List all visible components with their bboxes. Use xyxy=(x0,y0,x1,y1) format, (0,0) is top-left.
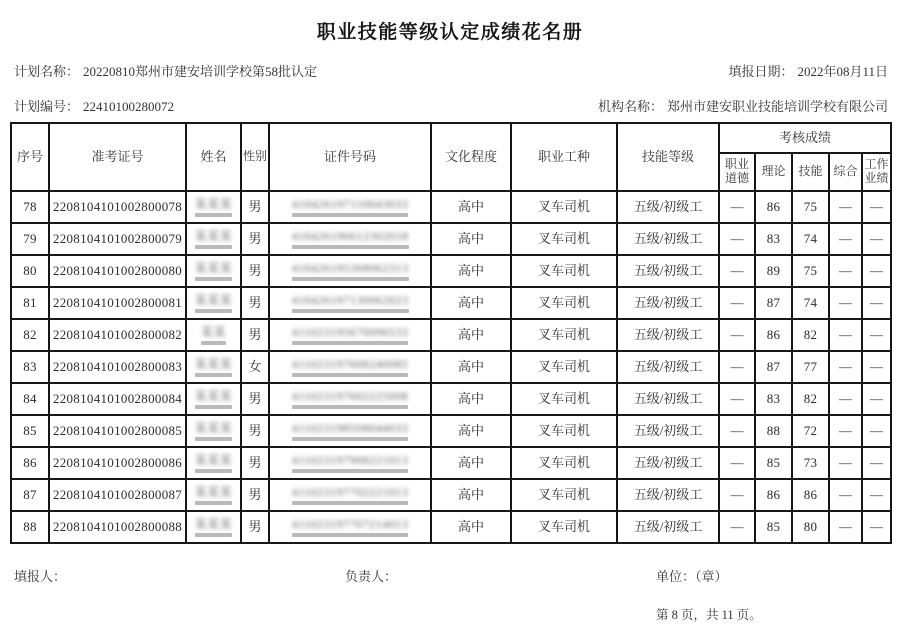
cell-education: 高中 xyxy=(431,351,511,383)
cell-comprehensive: — xyxy=(829,287,862,319)
cell-seq: 79 xyxy=(11,223,49,255)
roster-body xyxy=(11,191,891,543)
page-info: 第 8 页，共 11 页。 xyxy=(656,608,762,622)
cell-ethics: — xyxy=(719,351,755,383)
cell-skill: 74 xyxy=(792,223,829,255)
cell-skill-level: 五级/初级工 xyxy=(617,383,719,415)
col-header-score-comprehensive: 综合 xyxy=(829,153,862,191)
org-name-value: 郑州市建安职业技能培训学校有限公司 xyxy=(666,99,888,114)
cell-comprehensive: — xyxy=(829,191,862,223)
cell-skill-level: 五级/初级工 xyxy=(617,511,719,543)
header-row-top xyxy=(11,123,891,153)
cell-work: — xyxy=(862,319,891,351)
col-header-skill-level: 技能等级 xyxy=(617,123,719,191)
cell-exam-no: 2208104101002800087 xyxy=(49,479,186,511)
cell-education: 高中 xyxy=(431,447,511,479)
cell-gender: 男 xyxy=(241,479,269,511)
cell-comprehensive: — xyxy=(829,479,862,511)
table-row xyxy=(11,319,891,351)
cell-name xyxy=(186,415,241,447)
redacted-id-no: 411023197702221013 xyxy=(292,486,409,505)
cell-exam-no: 2208104101002800088 xyxy=(49,511,186,543)
cell-work: — xyxy=(862,191,891,223)
cell-comprehensive: — xyxy=(829,447,862,479)
col-header-score-work: 工作业绩 xyxy=(862,153,891,191)
cell-skill: 82 xyxy=(792,383,829,415)
cell-ethics: — xyxy=(719,191,755,223)
cell-comprehensive: — xyxy=(829,223,862,255)
cell-comprehensive: — xyxy=(829,319,862,351)
cell-seq: 88 xyxy=(11,511,49,543)
plan-no-line xyxy=(14,96,174,115)
table-row xyxy=(11,415,891,447)
table-row xyxy=(11,511,891,543)
org-name-line xyxy=(598,96,888,115)
cell-exam-no: 2208104101002800082 xyxy=(49,319,186,351)
plan-name-line xyxy=(14,61,317,80)
cell-seq: 78 xyxy=(11,191,49,223)
cell-gender: 男 xyxy=(241,511,269,543)
cell-gender: 男 xyxy=(241,447,269,479)
cell-gender: 男 xyxy=(241,223,269,255)
col-header-score-group: 考核成绩 xyxy=(719,123,891,153)
cell-education: 高中 xyxy=(431,287,511,319)
cell-ethics: — xyxy=(719,223,755,255)
redacted-name: 某某某 xyxy=(195,230,233,249)
cell-work: — xyxy=(862,383,891,415)
cell-skill: 77 xyxy=(792,351,829,383)
cell-gender: 男 xyxy=(241,191,269,223)
cell-comprehensive: — xyxy=(829,383,862,415)
cell-name xyxy=(186,255,241,287)
cell-skill-level: 五级/初级工 xyxy=(617,415,719,447)
redacted-name: 某某某 xyxy=(195,198,233,217)
cell-comprehensive: — xyxy=(829,255,862,287)
redacted-id-no: 411023198508044033 xyxy=(292,422,409,441)
cell-seq: 86 xyxy=(11,447,49,479)
cell-work: — xyxy=(862,351,891,383)
cell-occupation: 叉车司机 xyxy=(511,255,617,287)
cell-work: — xyxy=(862,255,891,287)
col-header-seq: 序号 xyxy=(11,123,49,191)
cell-ethics: — xyxy=(719,447,755,479)
cell-comprehensive: — xyxy=(829,351,862,383)
cell-skill-level: 五级/初级工 xyxy=(617,447,719,479)
table-row xyxy=(11,223,891,255)
cell-skill-level: 五级/初级工 xyxy=(617,255,719,287)
cell-name xyxy=(186,511,241,543)
cell-theory: 85 xyxy=(755,511,792,543)
cell-seq: 84 xyxy=(11,383,49,415)
cell-gender: 男 xyxy=(241,287,269,319)
redacted-name: 某某某 xyxy=(195,422,233,441)
cell-id-no xyxy=(269,447,431,479)
cell-id-no xyxy=(269,511,431,543)
cell-comprehensive: — xyxy=(829,511,862,543)
redacted-id-no: 411023197608240085 xyxy=(292,358,409,377)
cell-name xyxy=(186,191,241,223)
manager-label: 负责人： xyxy=(345,569,398,584)
cell-theory: 83 xyxy=(755,223,792,255)
cell-id-no xyxy=(269,415,431,447)
col-header-education: 文化程度 xyxy=(431,123,511,191)
cell-id-no xyxy=(269,255,431,287)
cell-seq: 87 xyxy=(11,479,49,511)
cell-theory: 85 xyxy=(755,447,792,479)
cell-name xyxy=(186,319,241,351)
cell-occupation: 叉车司机 xyxy=(511,447,617,479)
cell-exam-no: 2208104101002800085 xyxy=(49,415,186,447)
cell-education: 高中 xyxy=(431,191,511,223)
cell-ethics: — xyxy=(719,255,755,287)
cell-skill: 75 xyxy=(792,255,829,287)
filler-label: 填报人： xyxy=(14,569,67,584)
cell-ethics: — xyxy=(719,383,755,415)
cell-skill: 82 xyxy=(792,319,829,351)
cell-occupation: 叉车司机 xyxy=(511,383,617,415)
cell-id-no xyxy=(269,479,431,511)
cell-occupation: 叉车司机 xyxy=(511,479,617,511)
cell-id-no xyxy=(269,319,431,351)
cell-occupation: 叉车司机 xyxy=(511,511,617,543)
report-date-line xyxy=(728,61,888,80)
cell-ethics: — xyxy=(719,479,755,511)
redacted-id-no: 411023197602225008 xyxy=(292,390,409,409)
cell-skill: 74 xyxy=(792,287,829,319)
cell-work: — xyxy=(862,415,891,447)
cell-name xyxy=(186,351,241,383)
cell-exam-no: 2208104101002800080 xyxy=(49,255,186,287)
cell-skill-level: 五级/初级工 xyxy=(617,479,719,511)
redacted-name: 某某某 xyxy=(195,486,233,505)
redacted-id-no: 411023197908221013 xyxy=(292,454,409,473)
table-row xyxy=(11,351,891,383)
cell-exam-no: 2208104101002800084 xyxy=(49,383,186,415)
redacted-name: 某某某 xyxy=(195,518,233,537)
cell-theory: 88 xyxy=(755,415,792,447)
col-header-score-ethics: 职业道德 xyxy=(719,153,755,191)
cell-occupation: 叉车司机 xyxy=(511,191,617,223)
cell-work: — xyxy=(862,223,891,255)
cell-education: 高中 xyxy=(431,319,511,351)
report-date-value: 2022年08月11日 xyxy=(797,64,888,79)
cell-skill: 80 xyxy=(792,511,829,543)
cell-theory: 86 xyxy=(755,479,792,511)
redacted-id-no: 410426195308062313 xyxy=(292,262,409,281)
cell-name xyxy=(186,287,241,319)
redacted-id-no: 410426196612302018 xyxy=(292,230,409,249)
cell-name xyxy=(186,383,241,415)
cell-gender: 男 xyxy=(241,415,269,447)
cell-education: 高中 xyxy=(431,383,511,415)
col-header-gender: 性别 xyxy=(241,123,269,191)
cell-exam-no: 2208104101002800078 xyxy=(49,191,186,223)
table-row xyxy=(11,479,891,511)
cell-skill-level: 五级/初级工 xyxy=(617,319,719,351)
cell-name xyxy=(186,479,241,511)
redacted-name: 某某某 xyxy=(195,390,233,409)
cell-theory: 83 xyxy=(755,383,792,415)
cell-gender: 女 xyxy=(241,351,269,383)
plan-no-label: 计划编号： xyxy=(14,99,80,114)
cell-theory: 89 xyxy=(755,255,792,287)
cell-exam-no: 2208104101002800086 xyxy=(49,447,186,479)
cell-ethics: — xyxy=(719,511,755,543)
cell-work: — xyxy=(862,287,891,319)
plan-name-label: 计划名称： xyxy=(14,64,80,79)
cell-occupation: 叉车司机 xyxy=(511,319,617,351)
cell-skill-level: 五级/初级工 xyxy=(617,223,719,255)
cell-id-no xyxy=(269,351,431,383)
roster-table xyxy=(10,122,892,544)
cell-work: — xyxy=(862,447,891,479)
cell-id-no xyxy=(269,223,431,255)
unit-seal-label: 单位：（章） xyxy=(656,569,728,584)
redacted-id-no: 410426197130062023 xyxy=(292,294,409,313)
table-row xyxy=(11,447,891,479)
cell-name xyxy=(186,223,241,255)
cell-seq: 82 xyxy=(11,319,49,351)
cell-occupation: 叉车司机 xyxy=(511,287,617,319)
redacted-name: 某某某 xyxy=(195,358,233,377)
cell-id-no xyxy=(269,383,431,415)
cell-seq: 85 xyxy=(11,415,49,447)
cell-seq: 80 xyxy=(11,255,49,287)
col-header-occupation: 职业工种 xyxy=(511,123,617,191)
cell-work: — xyxy=(862,511,891,543)
table-row xyxy=(11,287,891,319)
col-header-exam-no: 准考证号 xyxy=(49,123,186,191)
cell-exam-no: 2208104101002800081 xyxy=(49,287,186,319)
cell-education: 高中 xyxy=(431,415,511,447)
cell-ethics: — xyxy=(719,319,755,351)
cell-exam-no: 2208104101002800083 xyxy=(49,351,186,383)
cell-occupation: 叉车司机 xyxy=(511,351,617,383)
cell-education: 高中 xyxy=(431,511,511,543)
cell-ethics: — xyxy=(719,415,755,447)
table-row xyxy=(11,255,891,287)
redacted-id-no: 411023197707214013 xyxy=(292,518,409,537)
col-header-id-no: 证件号码 xyxy=(269,123,431,191)
redacted-name: 某某某 xyxy=(195,262,233,281)
cell-occupation: 叉车司机 xyxy=(511,223,617,255)
cell-skill: 75 xyxy=(792,191,829,223)
cell-seq: 81 xyxy=(11,287,49,319)
cell-skill-level: 五级/初级工 xyxy=(617,287,719,319)
col-header-score-theory: 理论 xyxy=(755,153,792,191)
cell-id-no xyxy=(269,191,431,223)
table-row xyxy=(11,383,891,415)
cell-education: 高中 xyxy=(431,255,511,287)
cell-id-no xyxy=(269,287,431,319)
cell-ethics: — xyxy=(719,287,755,319)
col-header-score-skill: 技能 xyxy=(792,153,829,191)
cell-name xyxy=(186,447,241,479)
report-date-label: 填报日期： xyxy=(728,64,794,79)
cell-gender: 男 xyxy=(241,255,269,287)
redacted-name: 某某某 xyxy=(195,294,233,313)
cell-gender: 男 xyxy=(241,319,269,351)
cell-skill: 72 xyxy=(792,415,829,447)
cell-skill-level: 五级/初级工 xyxy=(617,351,719,383)
cell-skill: 86 xyxy=(792,479,829,511)
cell-theory: 87 xyxy=(755,287,792,319)
redacted-name: 某某 xyxy=(201,326,226,345)
cell-comprehensive: — xyxy=(829,415,862,447)
cell-gender: 男 xyxy=(241,383,269,415)
cell-education: 高中 xyxy=(431,479,511,511)
cell-theory: 86 xyxy=(755,319,792,351)
cell-exam-no: 2208104101002800079 xyxy=(49,223,186,255)
cell-theory: 87 xyxy=(755,351,792,383)
page-title: 职业技能等级认定成绩花名册 xyxy=(316,22,584,43)
cell-skill: 73 xyxy=(792,447,829,479)
redacted-id-no: 410426197110043033 xyxy=(292,198,409,217)
cell-occupation: 叉车司机 xyxy=(511,415,617,447)
cell-theory: 86 xyxy=(755,191,792,223)
redacted-id-no: 411023195670096533 xyxy=(292,326,409,345)
redacted-name: 某某某 xyxy=(195,454,233,473)
cell-skill-level: 五级/初级工 xyxy=(617,191,719,223)
cell-education: 高中 xyxy=(431,223,511,255)
cell-work: — xyxy=(862,479,891,511)
plan-no-value: 22410100280072 xyxy=(83,99,175,114)
table-row xyxy=(11,191,891,223)
org-name-label: 机构名称： xyxy=(597,99,663,114)
cell-seq: 83 xyxy=(11,351,49,383)
col-header-name: 姓名 xyxy=(186,123,241,191)
plan-name-value: 20220810郑州市建安培训学校第58批认定 xyxy=(83,64,318,79)
